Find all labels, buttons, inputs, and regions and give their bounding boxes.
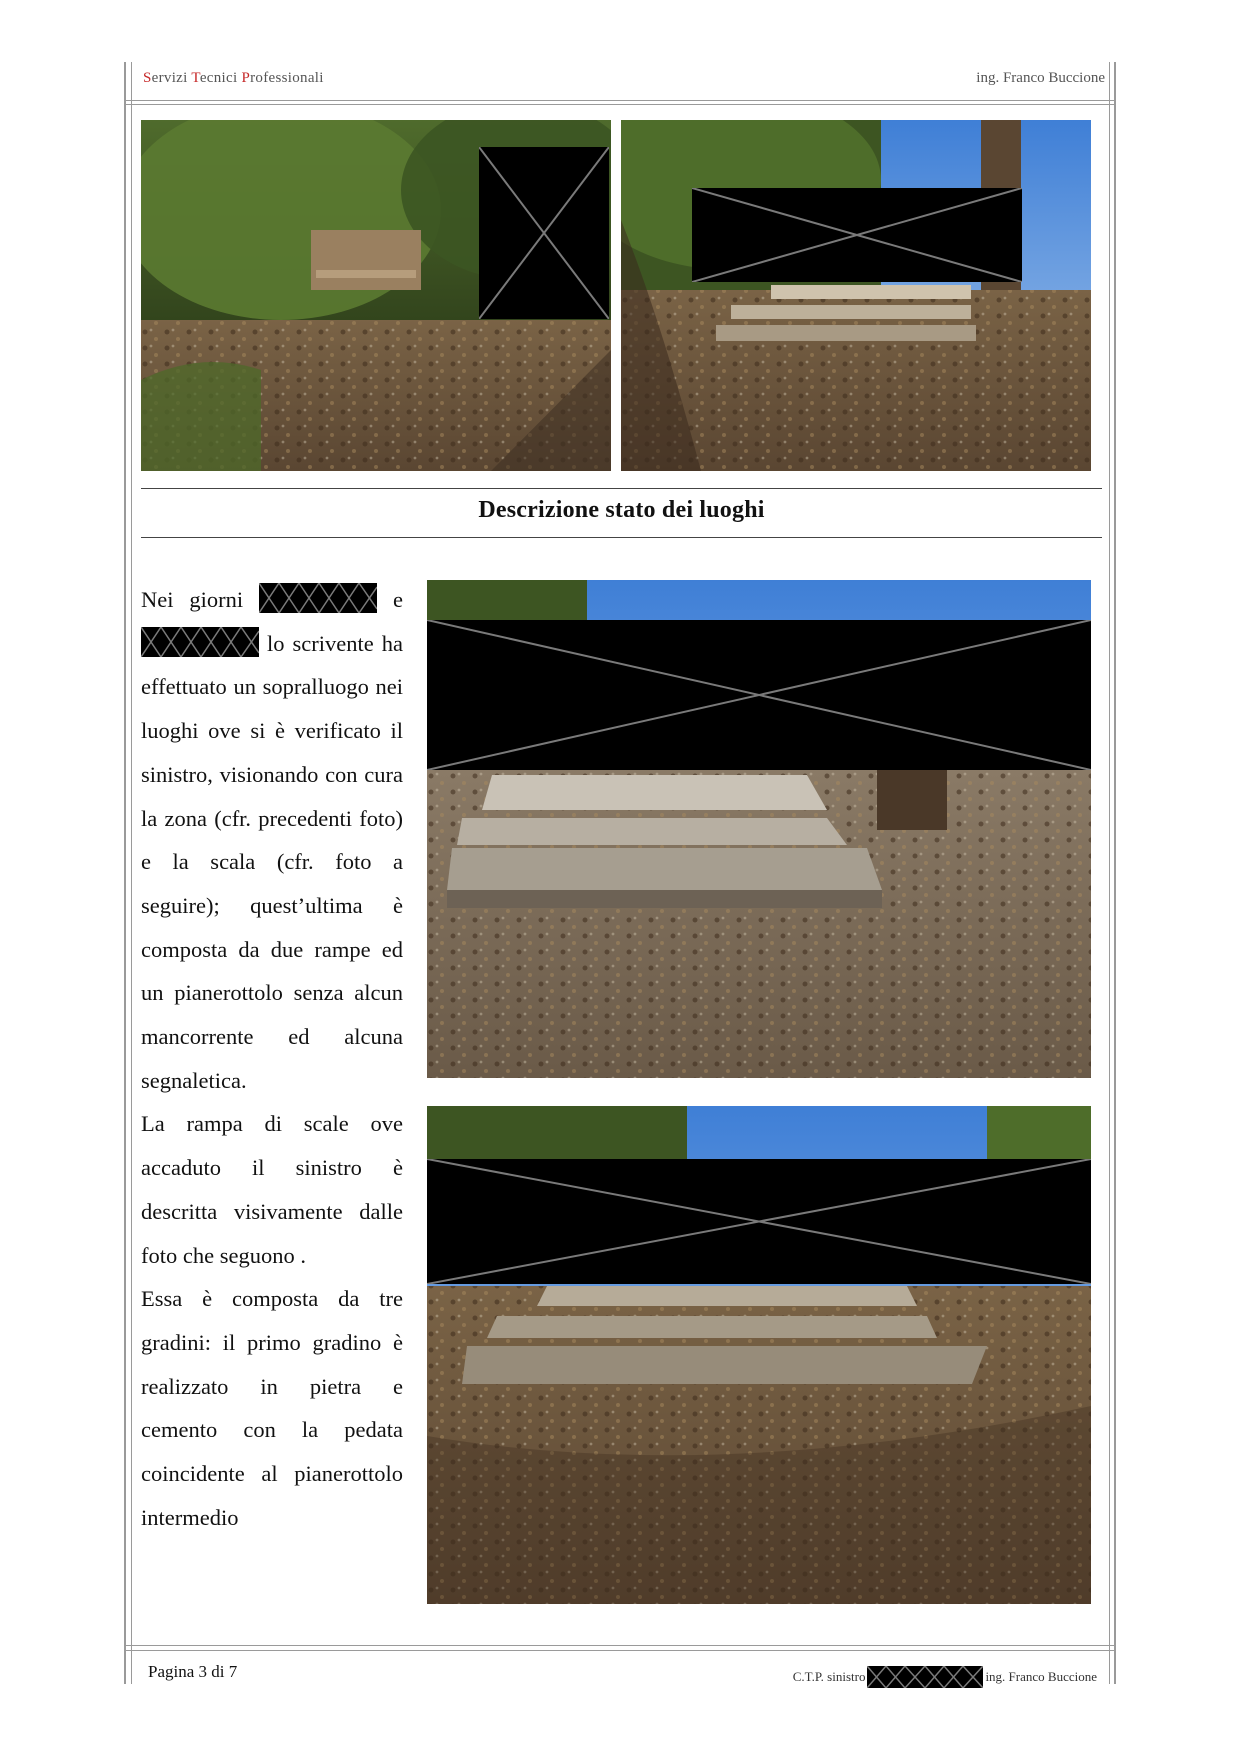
redacted-block-icon bbox=[141, 627, 259, 657]
photo-steps-closeup-2 bbox=[427, 1106, 1091, 1604]
brand-word-1: ervizi bbox=[151, 70, 188, 86]
company-brand bbox=[143, 70, 324, 87]
brand-word-3: rofessionali bbox=[250, 70, 324, 86]
title-rule-top bbox=[141, 488, 1102, 489]
photo-steps-closeup-1 bbox=[427, 580, 1091, 1078]
paragraph-2: La rampa di scale ove accaduto il sinistro è descritta visivamente dalle foto che seguono . bbox=[141, 1111, 403, 1268]
title-rule-bottom bbox=[141, 537, 1102, 538]
section-title: Descrizione stato dei luoghi bbox=[478, 497, 765, 523]
page-border-left-outer bbox=[124, 62, 126, 1684]
page-header bbox=[143, 70, 1105, 92]
redacted-block-icon bbox=[259, 583, 377, 613]
description-text bbox=[141, 578, 403, 1539]
header-rule-2 bbox=[124, 104, 1116, 105]
footer-rule-2 bbox=[124, 1650, 1116, 1651]
redacted-block-icon bbox=[427, 620, 1091, 770]
brand-initial-1: S bbox=[143, 70, 152, 86]
page-number: Pagina 3 di 7 bbox=[148, 1662, 238, 1681]
footer-rule bbox=[124, 1645, 1116, 1646]
paragraph-3: Essa è composta da tre gradini: il primo gradino è realizzato in pietra e cemento con la pedata coincidente al pianerottolo intermedio bbox=[141, 1286, 403, 1530]
photo-steps-right bbox=[621, 120, 1091, 471]
header-author: ing. Franco Buccione bbox=[976, 70, 1105, 86]
p1-body: lo scrivente ha effettuato un sopralluogo nei luoghi ove si è verificato il sinistro, visionando con cura la zona (cfr. precedenti foto) e la scala (cfr. foto a seguire); quest’ultima è composta da due rampe ed un pianerottolo senza alcun mancorrente ed alcuna segnaletica. bbox=[141, 630, 403, 1093]
brand-word-2: ecnici bbox=[199, 70, 238, 86]
page-border-right-outer bbox=[1114, 62, 1116, 1684]
redacted-block-icon bbox=[692, 188, 1022, 282]
redacted-block-icon bbox=[867, 1666, 983, 1688]
p1-lead: Nei giorni bbox=[141, 587, 244, 612]
case-prefix: C.T.P. sinistro bbox=[792, 1669, 866, 1684]
header-rule bbox=[124, 100, 1116, 101]
footer-author: ing. Franco Buccione bbox=[985, 1669, 1097, 1684]
brand-initial-2: T bbox=[191, 70, 200, 86]
page-border-right-inner bbox=[1109, 62, 1110, 1684]
redacted-block-icon bbox=[427, 1159, 1091, 1284]
page-border-left-inner bbox=[131, 62, 132, 1684]
brand-initial-3: P bbox=[241, 70, 251, 86]
footer-case-info bbox=[793, 1666, 1097, 1688]
paragraph-1 bbox=[141, 578, 403, 1102]
redacted-block-icon bbox=[479, 147, 609, 319]
photo-path-left bbox=[141, 120, 611, 471]
p1-conjunction: e bbox=[393, 587, 403, 612]
